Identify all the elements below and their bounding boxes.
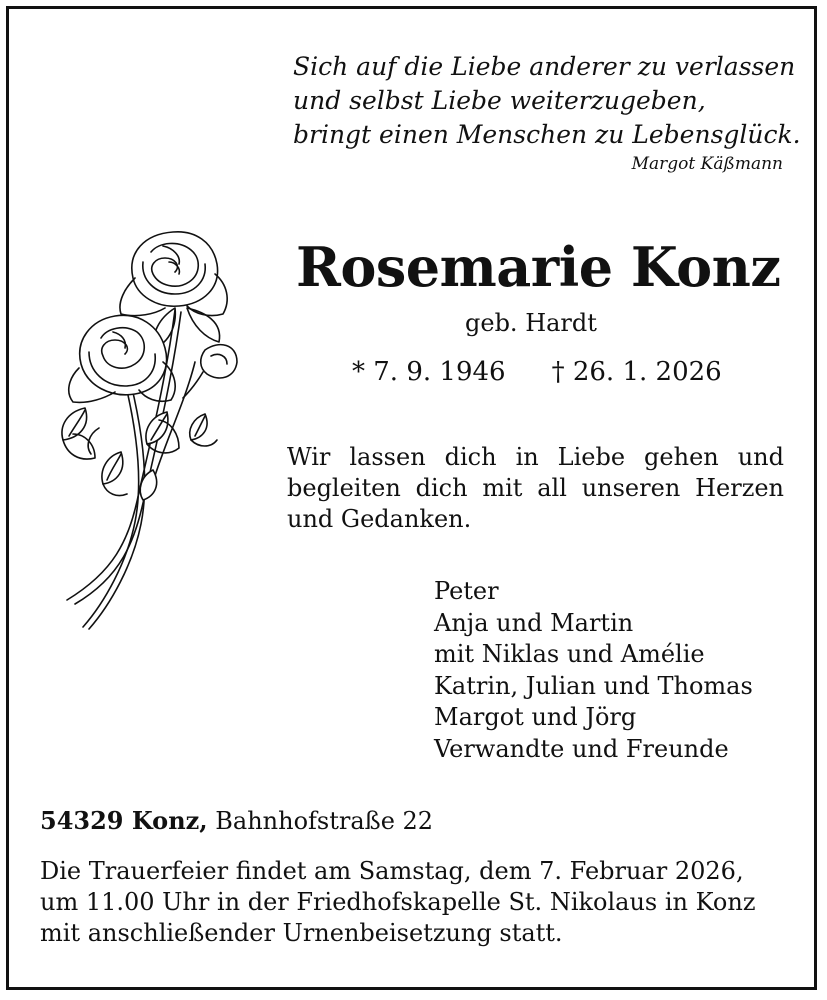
maiden-name: geb. Hardt [465, 309, 597, 337]
mourners-list [434, 576, 753, 765]
address-city: 54329 Konz, [40, 806, 208, 835]
farewell-line: Wir lassen dich in Liebe gehen und [287, 443, 784, 471]
quote-line: bringt einen Menschen zu Lebensglück. [293, 120, 801, 149]
quote-author: Margot Käßmann [631, 154, 783, 174]
address [40, 804, 433, 838]
life-dates [352, 354, 722, 390]
mourner-name: Verwandte und Freunde [434, 734, 729, 763]
deceased-name: Rosemarie Konz [296, 235, 781, 299]
mourner-name: Anja und Martin [434, 608, 634, 637]
quote [293, 50, 801, 152]
farewell-line: begleiten dich mit all unseren Herzen [287, 474, 784, 502]
quote-line: und selbst Liebe weiterzugeben, [293, 86, 706, 115]
mourner-name: Margot und Jörg [434, 703, 637, 731]
service-info [40, 856, 790, 949]
service-line: Die Trauerfeier findet am Samstag, dem 7. Februar 2026, [40, 857, 744, 885]
quote-line: Sich auf die Liebe anderer zu verlassen [293, 52, 796, 81]
mourner-name: mit Niklas und Amélie [434, 640, 705, 668]
death-date: † 26. 1. 2026 [551, 357, 722, 387]
mourner-name: Katrin, Julian und Thomas [434, 671, 753, 700]
address-street: Bahnhofstraße 22 [215, 807, 434, 835]
farewell-line: und Gedanken. [287, 505, 472, 533]
service-line: mit anschließender Urnenbeisetzung statt. [40, 919, 563, 947]
mourner-name: Peter [434, 577, 499, 605]
farewell-text [287, 442, 784, 535]
roses-illustration-icon [55, 222, 245, 632]
birth-date: * 7. 9. 1946 [352, 357, 506, 387]
service-line: um 11.00 Uhr in der Friedhofskapelle St. Nikolaus in Konz [40, 888, 756, 916]
